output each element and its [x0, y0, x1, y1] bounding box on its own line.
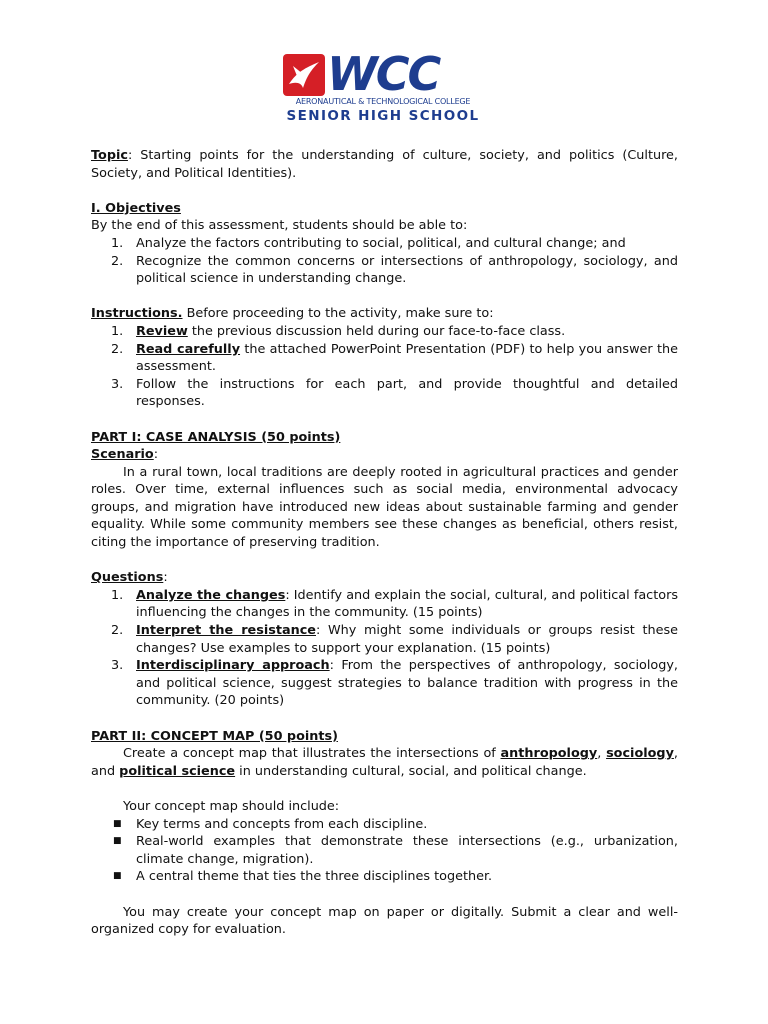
- list-item: ■ A central theme that ties the three disciplines together.: [113, 869, 493, 885]
- document-body: [91, 147, 678, 939]
- bird-emblem-icon: [283, 54, 325, 96]
- list-item: ■ Key terms and concepts from each discipline.: [113, 816, 428, 832]
- instruction-item: 1. Review the previous discussion held during our face-to-face class.: [111, 323, 566, 339]
- topic-line: [91, 147, 678, 182]
- school-name: SENIOR HIGH SCHOOL: [286, 108, 480, 124]
- objective-item: 2. Recognize the common concerns or intersections of anthropology, sociology, and political science in understanding change.: [111, 253, 678, 287]
- scenario-label: Scenario:: [91, 447, 159, 463]
- part1-heading: PART I: CASE ANALYSIS (50 points): [91, 429, 341, 445]
- instruction-item: 2. Read carefully the attached PowerPoint Presentation (PDF) to help you answer the assessment.: [111, 341, 678, 375]
- list-item: ■ Real-world examples that demonstrate these intersections (e.g., urbanization, climate change, migration).: [113, 834, 678, 867]
- objectives-intro: By the end of this assessment, students should be able to:: [91, 218, 468, 234]
- college-name: AERONAUTICAL & TECHNOLOGICAL COLLEGE: [295, 97, 471, 106]
- instruction-item: 3. Follow the instructions for each part, and provide thoughtful and detailed responses.: [111, 376, 678, 410]
- square-bullet-icon: ■: [113, 836, 122, 847]
- objectives-heading: I. Objectives: [91, 200, 181, 216]
- question-item: 1. Analyze the changes: Identify and explain the social, cultural, and political factors influencing the changes in the community. (15 points): [111, 587, 678, 621]
- questions-label: Questions:: [91, 570, 168, 586]
- scenario-text: In a rural town, local traditions are deeply rooted in agricultural practices and gender roles. Over time, external influences such as social media, environmental advocacy groups, and migration have introduced new ideas about sustainable farming and gender equality. While some community members see these changes as beneficial, others resist, citing the importance of preserving tradition.: [91, 464, 678, 551]
- square-bullet-icon: ■: [113, 871, 122, 882]
- topic-text: : Starting points for the understanding of culture, society, and politics (Culture, Society, and Political Identities).: [91, 148, 678, 181]
- instructions-line: Instructions. Before proceeding to the activity, make sure to:: [91, 306, 494, 322]
- include-intro: Your concept map should include:: [123, 798, 340, 814]
- part2-heading: PART II: CONCEPT MAP (50 points): [91, 728, 338, 744]
- question-item: 2. Interpret the resistance: Why might some individuals or groups resist these changes? Use examples to support your explanation. (15 points): [111, 623, 678, 656]
- question-item: 3. Interdisciplinary approach: From the perspectives of anthropology, sociology, and political science, suggest strategies to balance tradition with progress in the community. (20 points): [111, 658, 678, 709]
- square-bullet-icon: ■: [113, 818, 122, 829]
- logo-mark: [283, 47, 483, 101]
- wcc-logo: [283, 47, 483, 128]
- objective-item: 1. Analyze the factors contributing to social, political, and cultural change; and: [111, 235, 626, 251]
- logo-wordmark: WCC: [327, 47, 440, 101]
- instructions-label: Instructions.: [91, 306, 183, 322]
- closing-text: You may create your concept map on paper or digitally. Submit a clear and well-organized copy for evaluation.: [91, 904, 678, 938]
- topic-label: Topic: [91, 148, 128, 163]
- part2-intro: Create a concept map that illustrates the intersections of anthropology, sociology, and political science in understanding cultural, social, and political change.: [91, 746, 678, 779]
